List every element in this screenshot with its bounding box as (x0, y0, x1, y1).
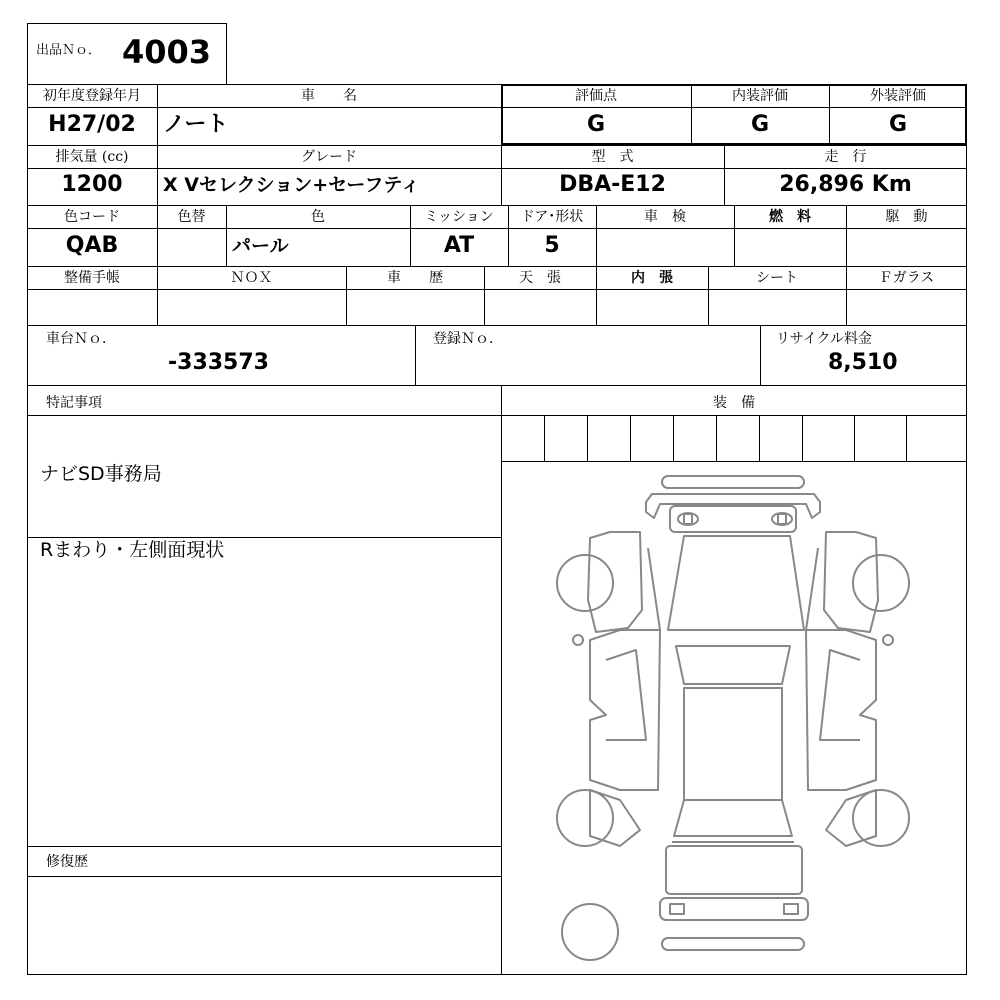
seat-label: シート (756, 270, 798, 286)
row3-mid-line (27, 228, 967, 229)
equipment-grid-div (802, 415, 803, 461)
door-label: ドア･形状 (520, 209, 584, 225)
mission-label: ミッション (424, 209, 494, 225)
row5-bottom-line (27, 385, 967, 386)
history-label: 車 歴 (387, 270, 443, 286)
color-value: パール (232, 235, 289, 257)
chassis-label: 車台Ｎｏ． (46, 331, 116, 347)
fglass-label: Ｆガラス (878, 270, 935, 286)
color-code-label: 色コード (64, 209, 120, 225)
equipment-grid-div (544, 415, 545, 461)
equipment-grid-div (759, 415, 760, 461)
mileage-value: 26,896 Km (779, 172, 912, 197)
row5-div-1 (415, 325, 416, 385)
car-diagram (502, 462, 966, 974)
row5-div-2 (760, 325, 761, 385)
row1-bottom-line (27, 145, 967, 146)
color-label: 色 (311, 209, 325, 225)
interior-trim-label: 内 張 (631, 270, 673, 286)
chassis-value: -333573 (168, 350, 269, 375)
repair-top-line (27, 846, 501, 847)
first-reg-value: H27/02 (48, 112, 136, 137)
score-label: 評価点 (575, 88, 617, 104)
mission-value: AT (443, 233, 475, 258)
model-value: DBA-E12 (559, 172, 666, 197)
equipment-grid-div (587, 415, 588, 461)
maintenance-label: 整備手帳 (64, 270, 120, 286)
equipment-grid-div (673, 415, 674, 461)
car-name-value: ノート (163, 112, 229, 137)
special-note-2: Rまわり・左側面現状 (40, 539, 225, 561)
color-code-value: QAB (65, 233, 119, 258)
interior-label: 内装評価 (732, 88, 788, 104)
displacement-label: 排気量 (cc) (55, 149, 129, 165)
score-value: G (586, 112, 606, 137)
repair-history-label: 修復歴 (46, 854, 88, 870)
row2-bottom-line (27, 205, 967, 206)
row4-mid-line (27, 289, 967, 290)
section-header-line (27, 415, 967, 416)
recycle-value: 8,510 (828, 350, 898, 375)
row4-bottom-line (27, 325, 967, 326)
lot-label: 出品Ｎｏ． (36, 43, 102, 58)
first-reg-label: 初年度登録年月 (43, 88, 141, 104)
lot-number: 4003 (122, 33, 212, 71)
equipment-grid-div (716, 415, 717, 461)
grade-value: X Vセレクション+セーフティ (163, 174, 420, 196)
recycle-label: リサイクル料金 (776, 331, 873, 347)
color-change-label: 色替 (177, 209, 206, 225)
inspection-label: 車 検 (644, 209, 686, 225)
displacement-value: 1200 (61, 172, 123, 197)
exterior-value: G (888, 112, 908, 137)
registration-label: 登録Ｎｏ． (433, 331, 503, 347)
repair-mid-line (27, 876, 501, 877)
drive-label: 駆 動 (885, 209, 928, 225)
row2-mid-line (27, 168, 967, 169)
sunroof-label: 天 張 (519, 270, 561, 286)
mileage-label: 走 行 (824, 149, 867, 165)
model-label: 型 式 (591, 149, 634, 165)
interior-value: G (750, 112, 770, 137)
nox-label: ＮＯＸ (230, 270, 273, 286)
exterior-label: 外装評価 (870, 88, 926, 104)
car-name-label: 車 名 (301, 88, 357, 104)
equipment-grid-div (906, 415, 907, 461)
row3-bottom-line (27, 266, 967, 267)
special-notes-label: 特記事項 (46, 395, 102, 411)
grade-label: グレード (301, 149, 357, 165)
equipment-grid-div (854, 415, 855, 461)
equipment-grid-div (630, 415, 631, 461)
equipment-label: 装 備 (713, 395, 755, 411)
fuel-label: 燃 料 (769, 209, 811, 225)
door-value: 5 (544, 233, 560, 258)
special-note-1: ナビSD事務局 (40, 463, 162, 485)
